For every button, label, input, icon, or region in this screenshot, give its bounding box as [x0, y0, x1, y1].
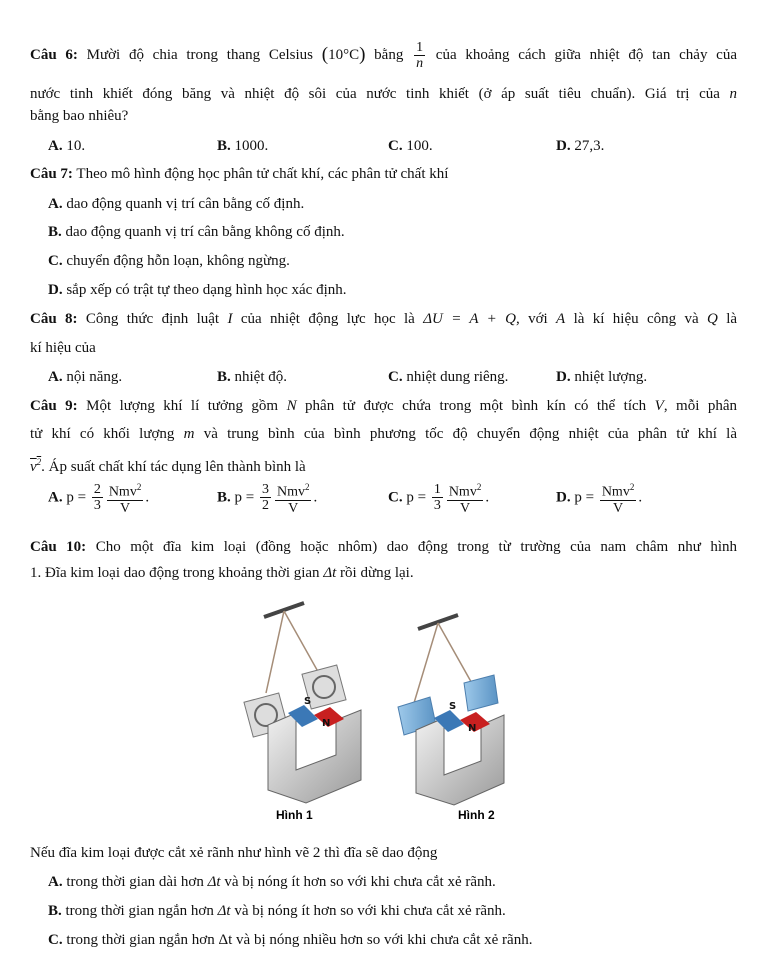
q6-option-c[interactable]: C. 100. — [388, 138, 433, 154]
pole-s-1: S — [304, 696, 312, 707]
q6-option-d[interactable]: D. 27,3. — [556, 138, 605, 154]
q10-after-figure: Nếu đĩa kim loại được cắt xẻ rãnh như hình vẽ 2 thì đĩa sẽ dao động — [30, 845, 438, 861]
q9-option-d[interactable]: D. p = $\frac{Nmv^2}{V}$ . — [556, 482, 643, 516]
ceiling-mount-2 — [418, 615, 458, 629]
q7-option-b[interactable]: B. dao động quanh vị trí cân bằng không cố định. — [48, 224, 345, 240]
pole-n-1: N — [322, 718, 331, 729]
q7-label: Câu 7: — [30, 166, 73, 182]
q10-option-c[interactable]: C. trong thời gian ngắn hơn Δt và bị nóng nhiều hơn so với khi chưa cắt xẻ rãnh. — [48, 932, 533, 948]
q10-option-a[interactable]: A. trong thời gian dài hơn Δt và bị nóng ít hơn so với khi chưa cắt xẻ rãnh. — [48, 874, 496, 890]
ceiling-mount-1 — [264, 603, 304, 617]
q10-line2: 1. Đĩa kim loại dao động trong khoảng thời gian Δt rồi dừng lại. — [30, 565, 414, 581]
q6-label: Câu 6: — [30, 46, 78, 63]
figure-2 — [398, 615, 504, 822]
q6-unit: 10°C — [328, 46, 360, 63]
q8-roman: I — [227, 311, 233, 327]
q6-line1: Câu 6: Mười độ chia trong thang Celsius (10°C) bằng $\frac{1}{n}$ của khoảng cách giữa nhiệt độ tan chảy của — [30, 40, 738, 71]
q9-line1: Câu 9: Một lượng khí lí tưởng gồm N phân tử được chứa trong một bình kín có thể tích V, mỗi phân — [30, 398, 737, 414]
magnet-pendulum-figure — [226, 585, 526, 830]
q7-option-d[interactable]: D. sắp xếp có trật tự theo dạng hình học xác định. — [48, 282, 347, 298]
pole-n-2: N — [468, 723, 477, 734]
figure-2-caption: Hình 2 — [458, 808, 495, 822]
q8-option-d[interactable]: D. nhiệt lượng. — [556, 369, 648, 385]
q7-stem: Câu 7: Theo mô hình động học phân tử chất khí, các phân tử chất khí — [30, 166, 449, 182]
q9-option-c[interactable]: C. p = $\frac{1}{3}$ $\frac{Nmv^2}{V}$ . — [388, 482, 490, 516]
q10-option-b[interactable]: B. trong thời gian ngắn hơn Δt và bị nóng ít hơn so với khi chưa cắt xẻ rãnh. — [48, 903, 506, 919]
q6-line3: bằng bao nhiêu? — [30, 108, 129, 124]
q6-fraction: $\frac{1}{n}$ — [416, 40, 424, 71]
q8-option-c[interactable]: C. nhiệt dung riêng. — [388, 369, 509, 385]
q10-line1: Câu 10: Cho một đĩa kim loại (đồng hoặc nhôm) dao động trong từ trường của nam châm như hình — [30, 539, 738, 555]
q6-line2-text: nước tinh khiết đóng băng và nhiệt độ sôi của nước tinh khiết (ở áp suất tiêu chuẩn). Giá trị của — [30, 86, 720, 102]
q8-line2: kí hiệu của — [30, 340, 96, 356]
q8-label: Câu 8: — [30, 311, 78, 327]
slotted-disk-2a — [464, 675, 498, 711]
pole-s-2: S — [449, 701, 457, 712]
q8-line1: Câu 8: Công thức định luật I của nhiệt động lực học là ΔU = A + Q, với A là kí hiệu công và Q là — [30, 311, 738, 327]
q6-stem-b: bằng — [374, 46, 404, 63]
q8-formula: ΔU = A + Q — [423, 311, 516, 327]
q6-option-b[interactable]: B. 1000. — [217, 138, 269, 154]
string-1b — [284, 611, 321, 677]
q6-option-a[interactable]: A. 10. — [48, 138, 86, 154]
q9-label: Câu 9: — [30, 398, 78, 414]
q9-option-a[interactable]: A. p = $\frac{2}{3}$ $\frac{Nmv^2}{V}$ . — [48, 482, 150, 516]
u-magnet-2 — [416, 715, 504, 805]
q7-option-a[interactable]: A. dao động quanh vị trí cân bằng cố định. — [48, 196, 305, 212]
q9-line2: tử khí có khối lượng m và trung bình của bình phương tốc độ chuyển động nhiệt của phân tử khí là — [30, 426, 738, 442]
q6-var-n: n — [729, 86, 738, 102]
q10-label: Câu 10: — [30, 539, 87, 555]
string-1a — [266, 611, 284, 693]
figure-1-caption: Hình 1 — [276, 808, 313, 822]
q9-v-squared: $v^2$ — [30, 457, 42, 475]
u-magnet-1 — [268, 710, 361, 803]
figure-1 — [244, 603, 361, 822]
q6-stem-c: của khoảng cách giữa nhiệt độ tan chảy của — [435, 46, 738, 63]
q7-option-c[interactable]: C. chuyển động hỗn loạn, không ngừng. — [48, 253, 290, 269]
string-2b — [438, 623, 474, 687]
q8-option-a[interactable]: A. nội năng. — [48, 369, 123, 385]
q9-line3: $v^2$. Áp suất chất khí tác dụng lên thành bình là — [30, 457, 306, 475]
q6-line2 — [30, 84, 737, 104]
q6-stem-a: Mười độ chia trong thang Celsius — [86, 46, 314, 63]
q9-option-b[interactable]: B. p = $\frac{3}{2}$ $\frac{Nmv^2}{V}$ . — [217, 482, 318, 516]
q8-option-b[interactable]: B. nhiệt độ. — [217, 369, 288, 385]
